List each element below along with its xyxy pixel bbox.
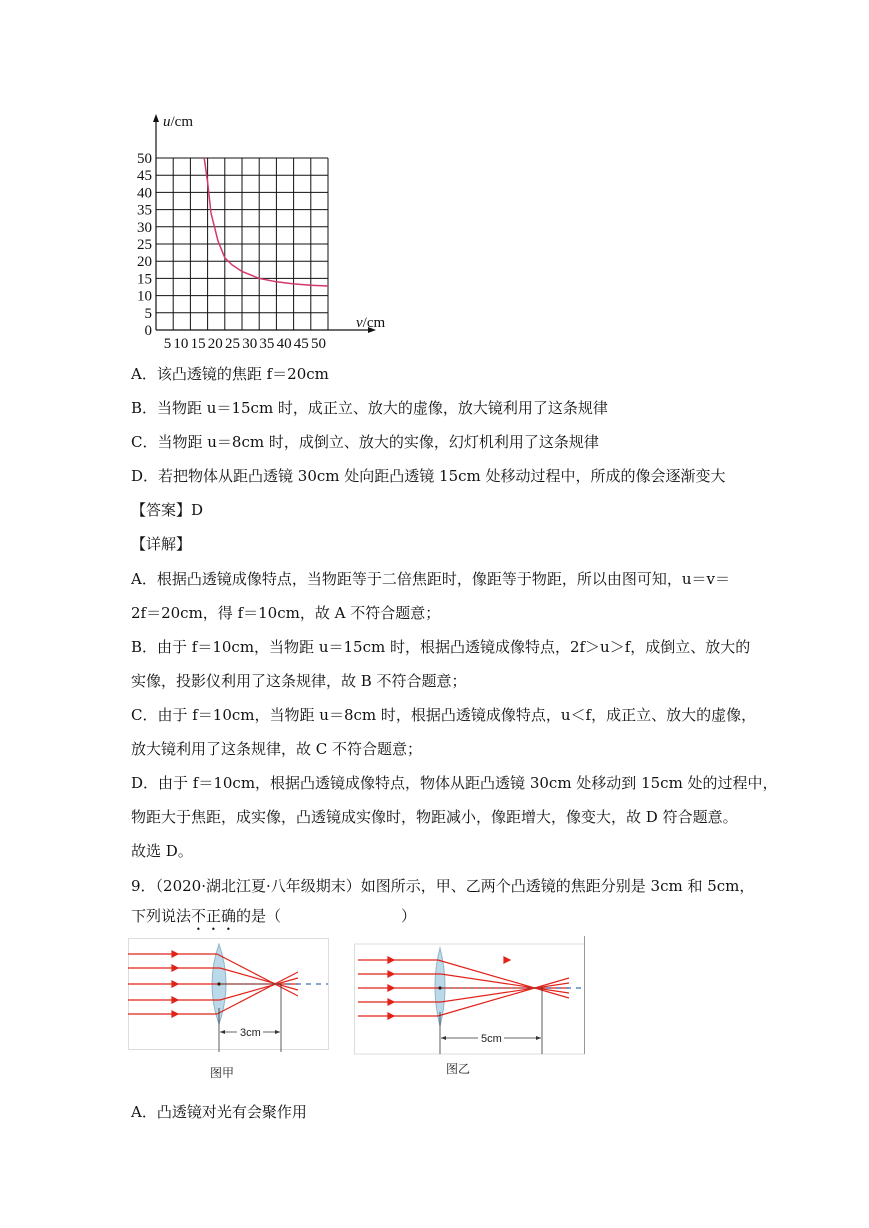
y-axis-arrow (153, 114, 159, 122)
graph-axes (153, 114, 376, 333)
lens-figure-a (128, 938, 333, 1058)
x-tick-label: 25 (225, 336, 240, 350)
detail-conclusion: 故选 D。 (131, 842, 193, 860)
y-axis-label: u/cm (163, 114, 193, 130)
y-tick-label: 5 (144, 305, 152, 322)
option-b: B．当物距 u＝15cm 时，成正立、放大的虚像，放大镜利用了这条规律 (131, 399, 608, 417)
y-tick-label: 30 (137, 219, 152, 236)
u-v-curve (204, 158, 328, 286)
y-tick-label: 20 (137, 254, 152, 271)
x-tick-label: 45 (293, 336, 309, 350)
y-tick-label: 25 (137, 237, 152, 253)
question-9-option-a: A．凸透镜对光有会聚作用 (131, 1103, 307, 1121)
y-tick-labels (137, 151, 152, 339)
answer: 【答案】D (131, 501, 204, 519)
option-c: C．当物距 u＝8cm 时，成倒立、放大的实像，幻灯机利用了这条规律 (131, 433, 599, 451)
y-tick-label: 0 (144, 323, 152, 339)
x-tick-label: 20 (207, 336, 223, 350)
caption-figure-a: 图甲 (210, 1066, 235, 1080)
x-tick-label: 15 (190, 336, 206, 350)
focal-length-label-a: 3cm (240, 1027, 261, 1039)
detail-c-line2: 放大镜利用了这条规律，故 C 不符合题意； (131, 740, 423, 758)
x-tick-label: 40 (276, 336, 292, 350)
y-tick-label: 45 (137, 168, 152, 185)
detail-heading: 【详解】 (131, 535, 192, 553)
y-tick-label: 15 (137, 271, 152, 288)
lens-figure-b (354, 936, 588, 1058)
x-tick-label: 35 (259, 336, 275, 350)
y-tick-label: 35 (137, 202, 152, 219)
option-d: D．若把物体从距凸透镜 30cm 处向距凸透镜 15cm 处移动过程中，所成的像会逐渐变大 (131, 467, 726, 485)
focal-length-label-b: 5cm (481, 1033, 502, 1045)
detail-d-line1: D．由于 f＝10cm，根据凸透镜成像特点，物体从距凸透镜 30cm 处移动到 15cm 处的过程中， (131, 774, 778, 792)
x-tick-label: 10 (173, 336, 189, 350)
x-axis-label: v/cm (356, 315, 386, 331)
detail-a-line1: A．根据凸透镜成像特点，当物距等于二倍焦距时，像距等于物距，所以由图可知，u＝v＝ (131, 570, 730, 588)
y-tick-label: 50 (137, 151, 152, 167)
option-a: A．该凸透镜的焦距 f＝20cm (131, 365, 329, 383)
x-tick-label: 50 (311, 336, 326, 350)
q9-text-pre: 下列说法 (131, 907, 192, 925)
detail-b-line1: B．由于 f＝10cm，当物距 u＝15cm 时，根据凸透镜成像特点，2f＞u＞f，成倒立、放大的 (131, 638, 751, 656)
u-v-graph (120, 100, 400, 350)
question-9-line1: 9．（2020·湖北江夏·八年级期末）如图所示，甲、乙两个凸透镜的焦距分别是 3cm 和 5cm， (131, 877, 755, 895)
detail-c-line1: C．由于 f＝10cm，当物距 u＝8cm 时，根据凸透镜成像特点，u＜f，成正立、放大的虚像， (131, 706, 757, 724)
q9-text-post: 的是（ ） (236, 907, 417, 925)
x-tick-labels (164, 336, 326, 350)
detail-d-line2: 物距大于焦距，成实像，凸透镜成实像时，物距减小，像距增大，像变大，故 D 符合题意。 (131, 808, 738, 826)
question-9-line2 (131, 906, 416, 934)
y-tick-label: 40 (137, 185, 152, 202)
detail-b-line2: 实像，投影仪利用了这条规律，故 B 不符合题意； (131, 672, 467, 690)
y-tick-label: 10 (137, 288, 152, 305)
x-tick-label: 30 (242, 336, 258, 350)
detail-a-line2: 2f＝20cm，得 f＝10cm，故 A 不符合题意； (131, 604, 441, 622)
q9-emphasis: 不正确 (191, 907, 237, 925)
caption-figure-b: 图乙 (446, 1062, 471, 1076)
graph-grid (156, 158, 328, 330)
x-tick-label: 5 (163, 336, 172, 350)
